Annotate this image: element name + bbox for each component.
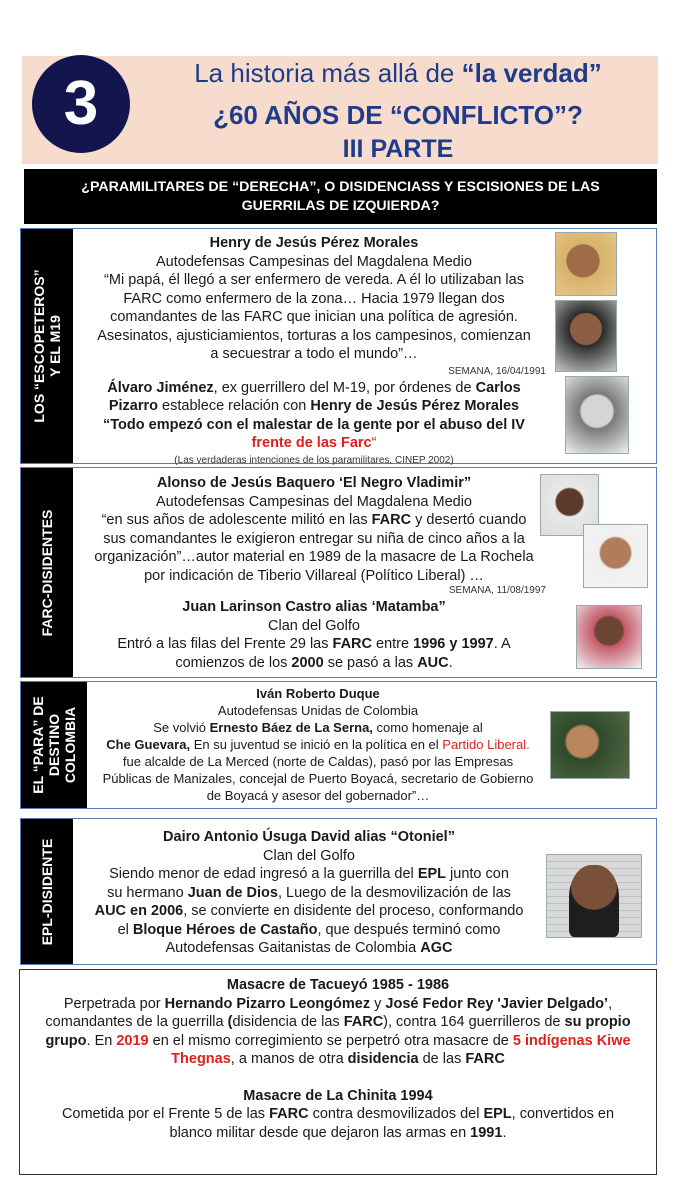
text-line: fue alcalde de La Merced (norte de Caldas), pasó por las Empresas bbox=[122, 754, 514, 769]
side-label-line: EL “PARA” DE bbox=[30, 696, 46, 794]
side-label-text bbox=[31, 269, 63, 422]
text-line bbox=[24, 995, 652, 1014]
text-line bbox=[24, 1032, 652, 1051]
text-bold: 1996 y 1997 bbox=[413, 636, 494, 652]
text-line bbox=[76, 434, 552, 453]
text-line bbox=[76, 865, 542, 884]
text-line: Públicas de Manizales, concejal de Puerto Boyacá, secretario de Gobierno bbox=[102, 771, 534, 786]
text-span: comienzos de los bbox=[175, 654, 292, 671]
text-span: Entró a las filas del Frente 29 las bbox=[117, 636, 333, 652]
quote-line: organización”…autor material en 1989 de la masacre de La Rochela bbox=[94, 549, 534, 565]
text-span: blanco militar desde que dejaron las armas en bbox=[169, 1124, 471, 1141]
quote-line: FARC como enfermero de la zona… Hacia 1979 llegan dos bbox=[123, 290, 505, 307]
highlight-quote: frente de las Farc bbox=[251, 435, 372, 451]
photo-ivan-duque bbox=[550, 711, 630, 779]
quote-mark: “ bbox=[371, 435, 377, 451]
text-line bbox=[76, 654, 552, 673]
massacre-title: Masacre de Tacueyó 1985 - 1986 bbox=[226, 977, 450, 993]
spacer bbox=[24, 1069, 652, 1087]
text-bold: AUC bbox=[417, 654, 449, 671]
text-span: Perpetrada por bbox=[63, 995, 165, 1012]
text-span: . En bbox=[86, 1032, 117, 1049]
header-title-line1 bbox=[140, 58, 656, 89]
quote-line: comandantes de las FARC que inician una política de agresión. bbox=[110, 309, 518, 325]
side-label-escopeteros bbox=[21, 229, 73, 463]
text-line bbox=[76, 939, 542, 958]
side-label-text bbox=[30, 696, 78, 794]
text-line bbox=[24, 1013, 652, 1032]
source-citation: SEMANA, 11/08/1997 bbox=[448, 585, 546, 596]
person-name: Henry de Jesús Pérez Morales bbox=[209, 235, 419, 251]
massacre-title: Masacre de La Chinita 1994 bbox=[243, 1087, 433, 1104]
text-bold: su propio bbox=[564, 1014, 631, 1030]
text-line bbox=[76, 884, 542, 903]
text-span: “en sus años de adolescente militó en las bbox=[101, 512, 372, 528]
header-title-text: La historia más allá de bbox=[194, 58, 462, 88]
massacres-content bbox=[24, 976, 652, 1142]
text-red: Partido Liberal. bbox=[442, 737, 530, 752]
person-name: Dairo Antonio Úsuga David alias “Otoniel” bbox=[163, 829, 455, 845]
text-bold: FARC bbox=[343, 1014, 384, 1030]
side-label-para bbox=[21, 682, 87, 808]
text-span: Cometida por el Frente 5 de las bbox=[61, 1106, 270, 1122]
text-span: . bbox=[502, 1124, 507, 1141]
organization: Autodefensas Unidas de Colombia bbox=[217, 703, 419, 718]
farc-content bbox=[76, 474, 552, 672]
text-bold: grupo bbox=[45, 1032, 87, 1049]
text-bold: José Fedor Rey 'Javier Delgado’ bbox=[385, 995, 609, 1012]
text-span: , se convierte en disidente del proceso, conformando bbox=[183, 903, 524, 919]
photo-alonso-baquero-2 bbox=[583, 524, 648, 588]
quote-line bbox=[76, 511, 552, 530]
text-bold: FARC bbox=[332, 636, 372, 652]
text-span: . A bbox=[493, 636, 511, 652]
text-span: comandantes de la guerrilla bbox=[45, 1014, 228, 1030]
person-name: Pizarro bbox=[108, 398, 159, 414]
header-title-emphasis: “la verdad” bbox=[461, 58, 602, 88]
text-span: establece relación con bbox=[158, 398, 311, 414]
question-line1: ¿PARAMILITARES DE “DERECHA”, O DISIDENCIASS Y ESCISIONES DE LAS bbox=[81, 179, 600, 195]
photo-henry-perez-2 bbox=[555, 300, 617, 372]
organization: Autodefensas Campesinas del Magdalena Medio bbox=[156, 493, 472, 510]
photo-juan-castro bbox=[576, 605, 642, 669]
text-span: entre bbox=[372, 636, 414, 652]
text-span: y desertó cuando bbox=[411, 512, 527, 528]
number-badge: 3 bbox=[32, 55, 130, 153]
side-label-text: EPL-DISIDENTE bbox=[39, 838, 55, 945]
question-line2: GUERRILAS DE IZQUIERDA? bbox=[241, 198, 440, 214]
side-label-line: DESTINO bbox=[46, 713, 62, 777]
source-citation: SEMANA, 16/04/1991 bbox=[448, 365, 546, 377]
text-line bbox=[76, 635, 552, 654]
text-red: 5 indígenas Kiwe bbox=[512, 1032, 631, 1049]
text-span: ), contra 164 guerrilleros de bbox=[383, 1014, 565, 1030]
organization: Clan del Golfo bbox=[268, 617, 360, 634]
text-span: . bbox=[448, 654, 453, 671]
quote-line: sus comandantes le exigieron entregar su niña de cinco años a la bbox=[103, 530, 525, 547]
text-span: , Luego de la desmovilización de las bbox=[277, 884, 511, 901]
text-span: , que después terminó como bbox=[317, 921, 501, 938]
text-line bbox=[24, 1124, 652, 1143]
text-bold: Ernesto Báez de La Serna, bbox=[209, 720, 373, 735]
side-label-farc bbox=[21, 468, 73, 677]
text-line: de Boyacá y asesor del gobernador”… bbox=[206, 788, 430, 803]
header-title-line2: ¿60 AÑOS DE “CONFLICTO”? bbox=[213, 100, 583, 130]
text-span: Se volvió bbox=[153, 720, 210, 735]
text-red: Thegnas bbox=[171, 1051, 231, 1067]
escopeteros-content bbox=[76, 234, 552, 466]
quote-line: a secuestrar a todo el mundo”… bbox=[210, 346, 418, 362]
text-span: se pasó a las bbox=[323, 654, 418, 671]
text-bold: Che Guevara, bbox=[106, 737, 191, 752]
side-label-line: Y EL M19 bbox=[47, 315, 63, 377]
mugshot-figure bbox=[569, 865, 619, 937]
text-bold: FARC bbox=[371, 512, 412, 528]
photo-otoniel-mugshot bbox=[546, 854, 642, 938]
photo-henry-perez-1 bbox=[555, 232, 617, 296]
photo-carlos-pizarro bbox=[565, 376, 629, 454]
text-bold: Juan de Dios bbox=[187, 884, 278, 901]
text-bold: Bloque Héroes de Castaño bbox=[132, 921, 318, 938]
person-name: Carlos bbox=[475, 379, 521, 396]
side-label-text: FARC-DISIDENTES bbox=[39, 509, 55, 636]
organization: Autodefensas Campesinas del Magdalena Medio bbox=[156, 253, 472, 270]
text-bold: FARC bbox=[269, 1106, 309, 1122]
para-content bbox=[90, 685, 546, 804]
text-bold: ( bbox=[227, 1014, 233, 1030]
text-bold: EPL bbox=[483, 1106, 512, 1122]
person-name: Iván Roberto Duque bbox=[256, 686, 380, 701]
text-span: , bbox=[608, 995, 613, 1012]
person-name: Juan Larinson Castro alias ‘Matamba” bbox=[182, 599, 446, 615]
text-bold: 2000 bbox=[291, 654, 324, 671]
text-line bbox=[76, 379, 552, 398]
text-bold: EPL bbox=[417, 866, 447, 882]
text-line bbox=[90, 719, 546, 736]
text-span: junto con bbox=[446, 866, 509, 882]
text-span: su hermano bbox=[107, 884, 188, 901]
epl-content bbox=[76, 828, 542, 958]
text-bold: 1991 bbox=[470, 1124, 503, 1141]
text-bold: AGC bbox=[420, 940, 453, 956]
side-label-line: COLOMBIA bbox=[62, 706, 78, 784]
text-span: Siendo menor de edad ingresó a la guerrilla del bbox=[109, 866, 418, 882]
quote-line: por indicación de Tiberio Villareal (Político Liberal) … bbox=[144, 567, 484, 584]
side-label-epl bbox=[21, 819, 73, 964]
text-bold: Hernando Pizarro Leongómez bbox=[164, 995, 371, 1012]
text-span: el bbox=[117, 921, 133, 938]
text-span: de las bbox=[418, 1051, 466, 1067]
text-span: En su juventud se inició en la política en el bbox=[190, 737, 443, 752]
person-name: Alonso de Jesús Baquero ‘El Negro Vladimir” bbox=[156, 475, 472, 491]
quote-line: Asesinatos, ajusticiamientos, torturas a los campesinos, comienzan bbox=[97, 327, 531, 344]
text-span: en el mismo corregimiento se perpetró otra masacre de bbox=[148, 1032, 513, 1049]
person-name: Henry de Jesús Pérez Morales bbox=[310, 398, 520, 414]
text-span: disidencia de las bbox=[232, 1014, 344, 1030]
header-title-line3: III PARTE bbox=[342, 135, 454, 163]
text-bold: AUC en 2006 bbox=[94, 903, 184, 919]
text-span: , convertidos en bbox=[511, 1106, 615, 1122]
quote-line: “Mi papá, él llegó a ser enfermero de vereda. A él lo utilizaban las bbox=[104, 272, 524, 288]
text-bold: FARC bbox=[465, 1051, 505, 1067]
text-span: como homenaje al bbox=[372, 720, 483, 735]
text-line bbox=[76, 397, 552, 416]
text-span: y bbox=[370, 995, 386, 1012]
highlight-quote: “Todo empezó con el malestar de la gente por el abuso del IV bbox=[103, 416, 525, 433]
text-line bbox=[76, 921, 542, 940]
text-red: 2019 bbox=[116, 1032, 149, 1049]
text-span: , ex guerrillero del M-19, por órdenes de bbox=[213, 379, 476, 396]
text-span: contra desmovilizados del bbox=[308, 1106, 484, 1122]
text-line bbox=[90, 736, 546, 753]
organization: Clan del Golfo bbox=[263, 847, 355, 864]
text-line bbox=[24, 1105, 652, 1124]
text-span: Autodefensas Gaitanistas de Colombia bbox=[165, 940, 421, 956]
person-name: Álvaro Jiménez bbox=[107, 379, 214, 396]
text-line bbox=[76, 902, 542, 921]
source-citation: (Las verdaderas intenciones de los paramilitares, CINEP 2002) bbox=[174, 454, 454, 466]
side-label-line: LOS “ESCOPETEROS” bbox=[31, 269, 47, 423]
question-bar bbox=[24, 169, 657, 224]
text-line bbox=[24, 1050, 652, 1069]
text-span: , a manos de otra bbox=[230, 1051, 348, 1067]
text-bold: disidencia bbox=[347, 1051, 419, 1067]
